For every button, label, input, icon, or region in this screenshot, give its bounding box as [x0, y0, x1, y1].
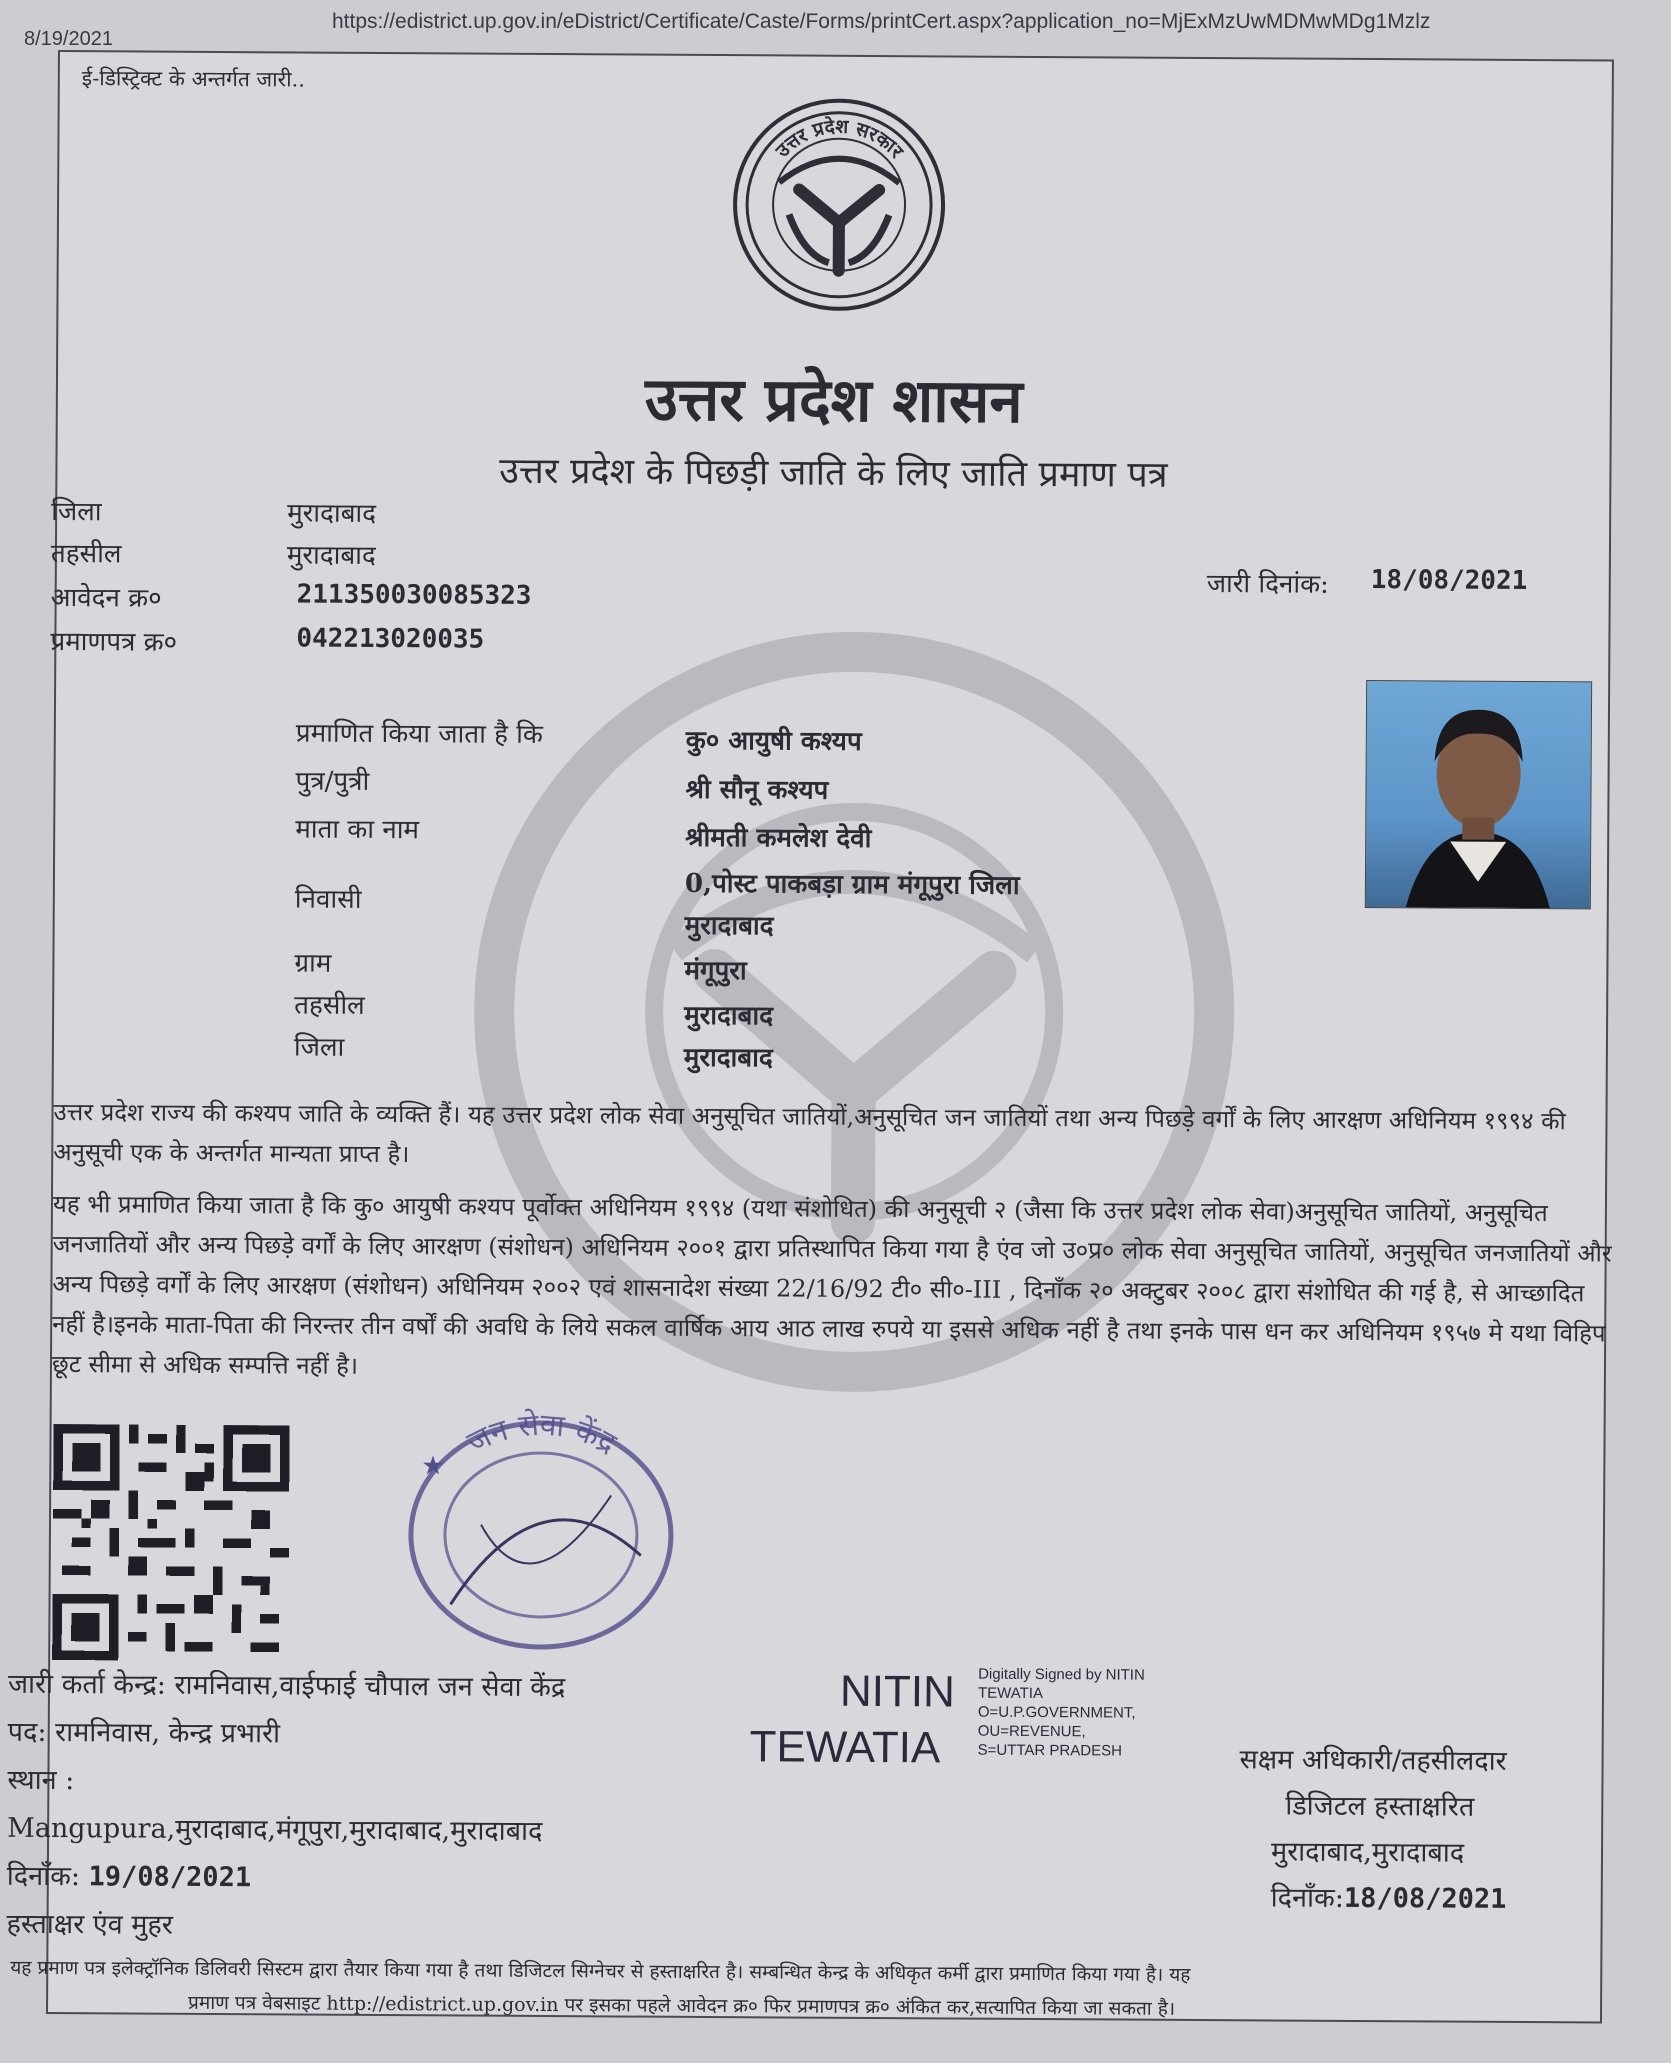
mother-name-label: माता का नाम [295, 814, 420, 846]
mother-name-value: श्रीमती कमलेश देवी [685, 822, 872, 854]
issuer-place: Mangupura,मुरादाबाद,मंगूपुरा,मुरादाबाद,मुरादाबाद [7, 1812, 543, 1847]
emblem-text: उत्तर प्रदेश सरकार [771, 115, 908, 163]
issuer-date: दिनाँक: 19/08/2021 [6, 1860, 252, 1894]
address-value-line2: मुरादाबाद [684, 910, 774, 942]
authority-signed: डिजिटल हस्ताक्षरित [1285, 1790, 1475, 1823]
issuer-post: पद: रामनिवास, केन्द्र प्रभारी [7, 1716, 281, 1750]
certificate-page [6, 50, 1614, 2023]
address-value: 0,पोस्ट पाकबड़ा ग्राम मंगूपुरा जिला [684, 868, 1020, 901]
district-value: मुरादाबाद [287, 498, 377, 529]
village-value: मंगूपुरा [684, 955, 747, 987]
issuer-place-label: स्थान : [7, 1764, 75, 1797]
certified-that-label: प्रमाणित किया जाता है कि [295, 718, 544, 750]
district2-label: जिला [293, 1032, 345, 1063]
creamy-layer-paragraph: यह भी प्रमाणित किया जाता है कि कु० आयुषी कश्यप पूर्वोक्त अधिनियम १९९४ (यथा संशोधित) की अनुसूची २ (जैसा कि उत्तर प्रदेश लोक सेवा)अनुसूचित जातियों, अनुसूचित जनजातियों और अन्य पिछड़े वर्गों के लिए आरक्षण (संशोधन) अधिनियम २००१ द्वारा प्रतिस्थापित किया गया है एंव जो उ०प्र० लोक सेवा अनुसूचित जातियों, अनुसूचित जनजातियों और अन्य पिछड़े वर्गों के लिए आरक्षण (संशोधन) अधिनियम २००२ एवं शासनादेश संख्या 22/16/92 टी० सी०-III , दिनाँक २० अक्टुबर २००८ द्वारा संशोधित की गई है, से आच्छादित नहीं है।इनके माता-पिता की निरन्तर तीन वर्षों की अवधि के लिये सकल वार्षिक आय आठ लाख रुपये या इससे अधिक नहीं है तथा इनके पास धन कर अधिनियम १९५७ मे यथा विहिप छूट सीमा से अधिक सम्पत्ति नहीं है। [51, 1189, 1612, 1380]
tehsil-label: तहसील [50, 538, 122, 570]
authority-designation: सक्षम अधिकारी/तहसीलदार [1239, 1744, 1507, 1777]
application-no-value: 211350030085323 [296, 579, 532, 611]
person-photo-icon [1366, 681, 1591, 908]
print-url: https://edistrict.up.gov.in/eDistrict/Certificate/Caste/Forms/printCert.aspx?application_no=MjExMzUwMDMwMDg1Mzlz [332, 10, 1431, 33]
son-daughter-of-label: पुत्र/पुत्री [295, 766, 370, 797]
caste-paragraph: उत्तर प्रदेश राज्य की कश्यप जाति के व्यक्ति हैं। यह उत्तर प्रदेश लोक सेवा अनुसूचित जातियों,अनुसूचित जन जातियों तथा अन्य पिछड़े वर्गों के लिए आरक्षण अधिनियम १९९४ की अनुसूची एक के अन्तर्गत मान्यता प्राप्त है। [53, 1097, 1566, 1169]
certificate-subtitle: उत्तर प्रदेश के पिछड़ी जाति के लिए जाति प्रमाण पत्र [499, 450, 1168, 496]
svg-text:★: ★ [421, 1451, 445, 1482]
signature-seal-label: हस्ताक्षर एंव मुहर [6, 1908, 173, 1941]
tehsil2-label: तहसील [294, 990, 365, 1021]
applicant-name-value: कु० आयुषी कश्यप [685, 725, 862, 757]
resident-label: निवासी [294, 884, 362, 915]
print-date: 8/19/2021 [24, 28, 113, 50]
authority-date: दिनाँक:18/08/2021 [1270, 1882, 1507, 1915]
father-name-value: श्री सौनू कश्यप [685, 774, 829, 806]
issued-under-text: ई-डिस्ट्रिक्ट के अन्तर्गत जारी.. [81, 66, 306, 92]
digital-signature-details: Digitally Signed by NITIN TEWATIA O=U.P.GOVERNMENT, OU=REVENUE, S=UTTAR PRADESH [977, 1665, 1145, 1760]
certificate-no-label: प्रमाणपत्र क्र० [50, 626, 178, 658]
footer-line2: प्रमाण पत्र वेबसाइट http://edistrict.up.gov.in पर इसका पहले आवेदन क्र० फिर प्रमाणपत्र क्र० अंकित कर,सत्यापित किया जा सकता है। [188, 1991, 1176, 2020]
village-label: ग्राम [294, 948, 332, 979]
footer-line1: यह प्रमाण पत्र इलेक्ट्रॉनिक डिलिवरी सिस्टम द्वारा तैयार किया गया है तथा डिजिटल सिग्नेचर से हस्ताक्षरित है। सम्बन्धित केन्द्र के अधिकृत कर्मी द्वारा प्रमाणित किया गया है। यह [10, 1956, 1191, 1986]
district2-value: मुरादाबाद [683, 1042, 773, 1074]
jan-seva-kendra-stamp [390, 1404, 692, 1666]
tehsil-value: मुरादाबाद [286, 540, 376, 571]
tehsil2-value: मुरादाबाद [684, 1000, 774, 1032]
applicant-photo [1365, 680, 1592, 909]
certificate-no-value: 042213020035 [296, 623, 485, 655]
up-government-emblem [728, 94, 949, 315]
qr-code [45, 1424, 296, 1662]
issue-date-label: जारी दिनांक: [1206, 569, 1329, 600]
district-label: जिला [51, 496, 102, 528]
signer-name-line2: TEWATIA [749, 1722, 941, 1773]
signer-name-line1: NITIN [839, 1666, 956, 1717]
authority-place: मुरादाबाद,मुरादाबाद [1270, 1836, 1465, 1869]
certificate-title: उत्तर प्रदेश शासन [644, 364, 1023, 437]
issuing-centre: जारी कर्ता केन्द्र: रामनिवास,वाईफाई चौपाल जन सेवा केंद्र [7, 1668, 566, 1704]
issue-date-value: 18/08/2021 [1370, 565, 1528, 596]
stamp-text: जन सेवा केंद्र [461, 1407, 622, 1462]
application-no-label: आवेदन क्र० [50, 582, 162, 614]
